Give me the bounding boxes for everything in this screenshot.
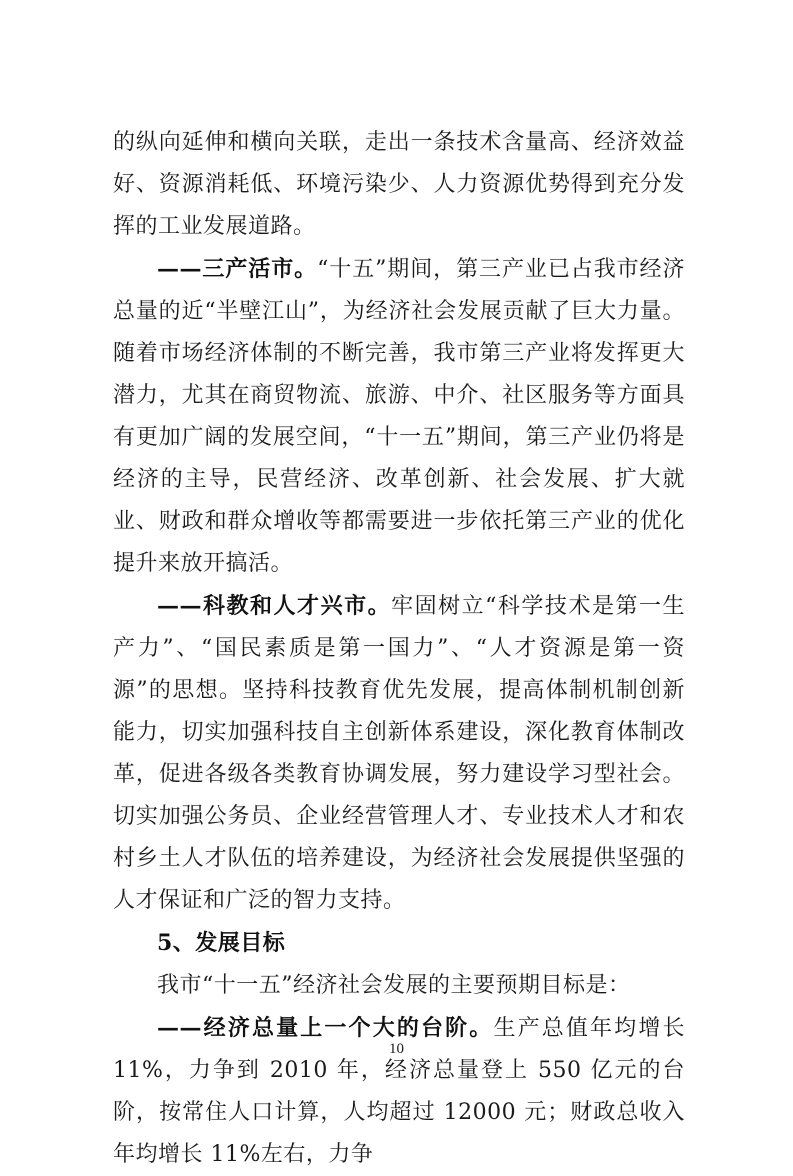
paragraph-lead-bold: ——经济总量上一个大的台阶。 <box>157 1015 494 1041</box>
paragraph-lead-bold: ——科教和人才兴市。 <box>157 593 392 619</box>
paragraph-text: 生产总值年均增长 11%，力争到 2010 年，经济总量登上 550 亿元的台阶，按常住人口计算，人均超过 12000 元；财政总收入年均增长 11%左右，力争 <box>113 1016 685 1167</box>
document-body <box>113 122 685 1176</box>
paragraph <box>113 585 685 922</box>
paragraph-lead-bold: ——三产活市。 <box>157 256 318 282</box>
paragraph <box>113 965 685 1007</box>
paragraph <box>113 122 685 248</box>
page-footer <box>0 1038 793 1058</box>
page-number: 10 <box>389 1041 404 1057</box>
paragraph <box>113 1007 685 1176</box>
paragraph-text: “十五”期间，第三产业已占我市经济总量的近“半壁江山”，为经济社会发展贡献了巨大力量。随着市场经济体制的不断完善，我市第三产业将发挥更大潜力，尤其在商贸物流、旅游、中介、社区服务等方面具有更加广阔的发展空间，“十一五”期间，第三产业仍将是经济的主导，民营经济、改革创新、社会发展、扩大就业、财政和群众增收等都需要进一步依托第三产业的优化提升来放开搞活。 <box>113 257 685 576</box>
paragraph-text: 我市“十一五”经济社会发展的主要预期目标是： <box>157 973 631 998</box>
paragraph <box>113 248 685 585</box>
paragraph-lead-bold: 5、发展目标 <box>157 930 286 956</box>
paragraph <box>113 922 685 965</box>
paragraph-text: 牢固树立“科学技术是第一生产力”、“国民素质是第一国力”、“人才资源是第一资源”的思想。坚持科技教育优先发展，提高体制机制创新能力，切实加强科技自主创新体系建设，深化教育体制改革，促进各级各类教育协调发展，努力建设学习型社会。切实加强公务员、企业经营管理人才、专业技术人才和农村乡土人才队伍的培养建设，为经济社会发展提供坚强的人才保证和广泛的智力支持。 <box>113 594 685 913</box>
paragraph-text: 的纵向延伸和横向关联，走出一条技术含量高、经济效益好、资源消耗低、环境污染少、人力资源优势得到充分发挥的工业发展道路。 <box>113 130 685 239</box>
